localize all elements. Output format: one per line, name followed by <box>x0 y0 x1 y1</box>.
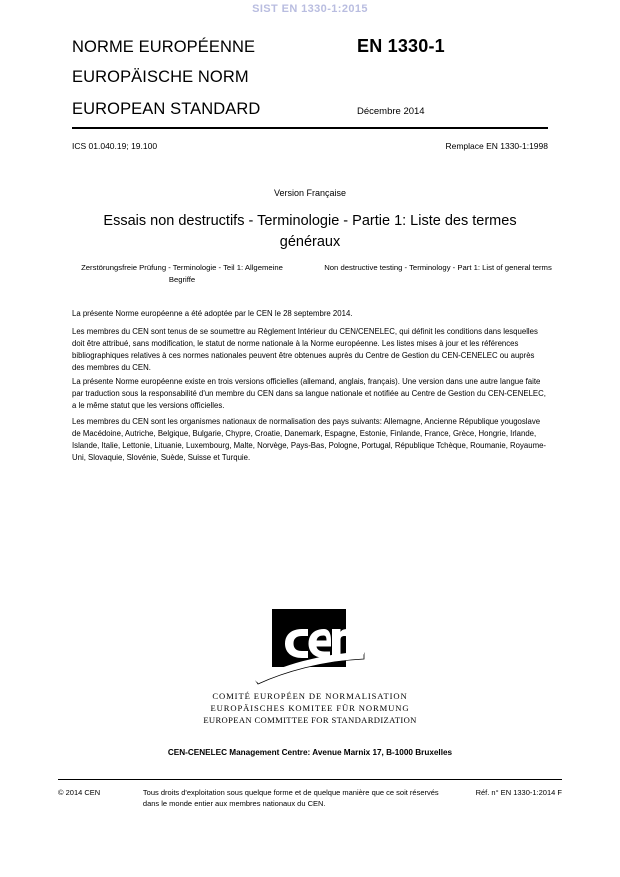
masthead <box>72 36 548 132</box>
european-standard-label: EUROPEAN STANDARD <box>72 100 261 118</box>
organisation-name-english: EUROPEAN COMMITTEE FOR STANDARDIZATION <box>203 715 417 726</box>
title-english: Non destructive testing - Terminology - Part 1: List of general terms <box>324 263 552 272</box>
organisation-name-french: COMITÉ EUROPÉEN DE NORMALISATION <box>212 691 408 701</box>
ics-row <box>72 141 548 151</box>
standard-number: EN 1330-1 <box>357 36 445 56</box>
header-divider <box>72 127 548 129</box>
sist-watermark-header: SIST EN 1330-1:2015 <box>252 3 368 15</box>
page-title: Essais non destructifs - Terminologie - Partie 1: Liste des termes généraux <box>103 213 517 251</box>
reference-number: Réf. n° EN 1330-1:2014 F <box>475 788 562 797</box>
publication-date: Décembre 2014 <box>357 106 425 117</box>
organisation-name-german: EUROPÄISCHES KOMITEE FÜR NORMUNG <box>210 703 410 714</box>
version-language-label: Version Française <box>273 188 347 198</box>
subtitle-row <box>68 262 552 285</box>
norme-europeenne-label: NORME EUROPÉENNE <box>72 38 256 56</box>
ics-code: ICS 01.040.19; 19.100 <box>72 141 158 151</box>
organisation-names <box>0 690 620 727</box>
management-centre-address: CEN-CENELEC Management Centre: Avenue Marnix 17, B-1000 Bruxelles <box>167 748 453 757</box>
copyright-notice: © 2014 CEN <box>58 788 101 797</box>
paragraph-adoption: La présente Norme européenne a été adoptée par le CEN le 28 septembre 2014. <box>72 309 353 318</box>
footer-divider <box>58 779 562 780</box>
page-footer <box>58 787 562 810</box>
title-german: Zerstörungsfreie Prüfung - Terminologie - Teil 1: Allgemeine Begriffe <box>81 263 283 284</box>
cen-logo-icon <box>250 607 370 685</box>
paragraph-members-obligations: Les membres du CEN sont tenus de se soumettre au Règlement Intérieur du CEN/CENELEC, qui définit les conditions dans lesquelles doit être attribué, sans modification, le statut de norme nationale à la Norme européenne. Les listes mises à jour et les références bibliographiques relatives à ces normes nationales peuvent être obtenues auprès du Centre de Gestion du CEN-CENELEC ou auprès des membres du CEN. <box>72 327 538 372</box>
cen-logo-container <box>0 607 620 685</box>
europaeische-norm-label: EUROPÄISCHE NORM <box>72 68 249 86</box>
paragraph-official-versions: La présente Norme européenne existe en trois versions officielles (allemand, anglais, français). Une version dans une autre langue faite par traduction sous la responsabilité d'un membre du CEN dans sa langue nationale et notifiée au Centre de Gestion du CEN-CENELEC, a le même statut que les versions officielles. <box>72 377 546 410</box>
paragraph-member-countries: Les membres du CEN sont les organismes nationaux de normalisation des pays suivants: Allemagne, Ancienne République yougoslave de Macédoine, Autriche, Belgique, Bulgarie, Chypre, Croatie, Danemark, Espagne, Estonie, Finlande, France, Grèce, Hongrie, Irlande, Islande, Italie, Lettonie, Lituanie, Luxembourg, Malte, Norvège, Pays-Bas, Pologne, Portugal, République Tchèque, Roumanie, Royaume-Uni, Slovaquie, Slovénie, Suède, Suisse et Turquie. <box>72 417 547 462</box>
masthead-row-german <box>72 68 548 100</box>
masthead-row-french <box>72 36 548 68</box>
rights-notice: Tous droits d'exploitation sous quelque forme et de quelque manière que ce soit réservés dans le monde entier aux membres nationaux du CEN. <box>142 788 439 809</box>
replaces-note: Remplace EN 1330-1:1998 <box>445 141 548 151</box>
